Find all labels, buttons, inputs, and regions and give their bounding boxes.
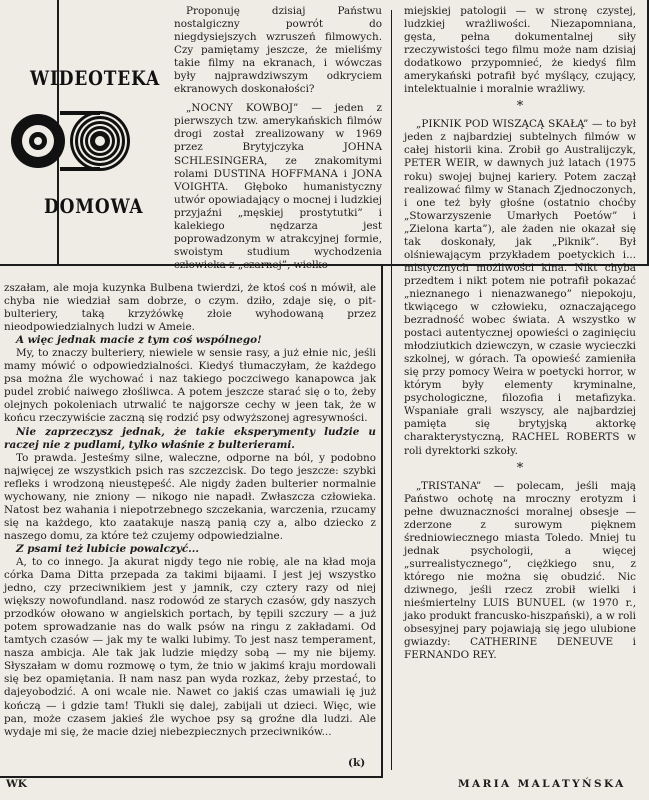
section-separator: * xyxy=(516,99,524,115)
interview-paragraph: zszałam, ale moja kuzynka Bulbena twierdzi, że ktoś coś n mówił, ale chyba nie wiedział sam dobrze, o czym. dziło, zdaje się, o pit-bulteriery, taką krzyżówkę złoie wyhodowaną przez nieodpowiedzialnych ludzi w Ameie. xyxy=(4,282,376,334)
logo-title-bottom: DOMOWA xyxy=(44,194,144,218)
intro-column xyxy=(174,5,382,272)
interview-paragraph: My, to znaczy bulteriery, niewiele w sensie rasy, a już ełnie nic, jeśli mamy mówić o odpowiedzialności. Kiedyś tłumaczyłam, że każdego psa można źle wychować i naz takiego poczciwego kanapowca jak pudel zrobić naiwego złośliwca. A potem jeszcze starać się o to, żeby olejnych pokoleniach utrwalić te najgorsze cechy w jeen tak, że w końcu rzeczywiście zaczną się rodzić psy odwyższonej agresywności. xyxy=(4,347,376,425)
film-reel-icon xyxy=(10,96,138,186)
interview-question: A więc jednak macie z tym coś wspólnego! xyxy=(16,334,262,347)
tristana-paragraph: „TRISTANA” — polecam, jeśli mają Państwo ochotę na mroczny erotyzm i pełne dwuznaczności moralnej obsesje — zderzone z surowym pięknem średniowiecznego miasta Toledo. Mniej tu jednak psychologii, a więcej „surrealistycznego”, ciężkiego snu, z którego nie można się obudzić. Nic dziwnego, jeśli rzecz zrobił wielki i nieśmiertelny LUIS BUNUEL (w 1970 r., jako produkt francusko-hiszpański), a w roli obsesyjnej pary pojawiają się jego ulubione gwiazdy: CATHERINE DENEUVE i FERNANDO REY. xyxy=(404,479,636,662)
intro-paragraph: Proponuję dzisiaj Państwu nostalgiczny powrót do niegdysiejszych wzruszeń filmowych. Czy pamiętamy jeszcze, że mieliśmy takie filmy na ekranach, i wówczas były najprawdziwszym odkryciem ekranowych doskonałości? xyxy=(174,5,382,96)
nocny-kowboj-continued: miejskiej patologii — w stronę czystej, ludzkiej wrażliwości. Niezapomniana, gęsta, pełna dokumentalnej siły rzeczywistości tego filmu może nam dzisiaj dodatkowo przypomnieć, że kiedyś film amerykański potrafił być myślący, czujący, intelektualnie i moralnie wrażliwy. xyxy=(404,5,636,96)
logo-title-top: WIDEOTEKA xyxy=(30,66,161,90)
nocny-kowboj-paragraph: „NOCNY KOWBOJ” — jeden z pierwszych tzw. amerykańskich filmów drogi został zrealizowany w 1969 przez Brytyjczyka JOHNA SCHLESINGERA, ze znakomitymi rolami DUSTINA HOFFMANA i JONA VOIGHTA. Głęboko humanistyczny utwór opowiadający o mocnej i ludzkiej przyjaźni „męskiej prostytutki” i kalekiego nędzarza jest poprowadzonym w atrakcyjnej formie, swoistym studium wychodzenia człowieka z „czarnej”, wielko- xyxy=(174,102,382,271)
interview-question: Nie zaprzeczysz jednak, że takie eksperymenty ludzie u raczej nie z pudlami, tylko właśnie z bulterierami. xyxy=(4,425,376,451)
piknik-paragraph: „PIKNIK POD WISZĄCĄ SKAŁĄ” — to był jeden z najbardziej subtelnych filmów w całej historii kina. Zrobił go Australijczyk, PETER WEIR, w dawnych już latach (1975 roku) swojej bujnej kariery. Potem zaczął realizować filmy w Stanach Zjednoczonych, i one też były głośne (ostatnio choćby „Stowarzyszenie Umarłych Poetów” i „Zielona karta”), ale żaden nie okazał się tak doskonały, jak „Piknik”. Był olśniewającym przykładem poetyckich i... mistycznych możliwości kina. Nikt chyba przedtem i nikt potem nie potrafił pokazać „nieznanego i nienazwanego” niepokoju, tkwiącego w człowieku, oznaczającego bezradność wobec świata. A wszystko w postaci autentycznej opowieści o zaginięciu młodziutkich dziewczyn, w czasie wycieczki szkolnej, w górach. Ta opowieść zamieniła się przy pomocy Weira w poetycki horror, w którym były elementy kryminalne, psychologiczne, filozofia i metafizyka. Wspaniałe grali wszyscy, ale najbardziej pamięta się brytyjską aktorkę charakterystyczną, RACHEL ROBERTS w roli dyrektorki szkoły. xyxy=(404,118,636,457)
author-name: MARIA MALATYŃSKA xyxy=(458,778,626,790)
right-column xyxy=(404,5,636,662)
section-separator: * xyxy=(516,460,524,476)
interview-question: Z psami też lubicie powalczyć... xyxy=(16,542,200,555)
left-column xyxy=(4,282,376,739)
interview-paragraph: A, to co innego. Ja akurat nigdy tego nie robię, ale na kład moja córka Dama Ditta przepada za takimi bijaami. I jest jej wszystko jedno, czy przeciwnikiem jest y jamnik, czy cztery razy od niej większy nowofundland. nasz rodowód ze starych czasów, gdy naszych przodków ołowano w angielskich portach, by tępili szczury — a już potem sprowadzanie nas do walk psów na ringu z zakładami. Od tamtych czasów — jak my te walki lubimy. To jest nasz temperament, nasza ambicja. Ale tak jak ludzie między sobą — my nie bijemy. Słyszałam w domu rozmowę o tym, że tnio w jakimś kraju mordowali się bez opamiętania. Ił nam nasz pan wyda rozkaz, żeby przestać, to dajeyobodzić. A oni wcale nie. Nawet co jakiś czas umawiali ię już kończą — i gdzie tam! Tłukli się dalej, zabijali ut dzieci. Więc, wie pan, może czasem jakieś źle wychoe psy są groźne dla ludzi. Ale wydaje mi się, że macie dziej niebezpiecznych przeciwników... xyxy=(4,555,376,738)
interview-paragraph: To prawda. Jesteśmy silne, waleczne, odporne na ból, y podobno najwięcej ze wszystkich psich ras szczezcisk. Do tego jeszcze: szybki refleks i wrodzoną nieustępeść. Ale nigdy żaden bulterier normalnie wychowany, nie zniony — nikogo nie napadł. Zwłaszcza człowieka. Natost bez wahania i niepotrzebnego szczekania, warczenia, rzucamy się na każdego, kto zaatakuje naszą panią czy a, albo dziecko z naszego domu, za które też czujemy odpowiedzialne. xyxy=(4,451,376,542)
column-divider xyxy=(391,10,392,770)
signature-k: (k) xyxy=(348,757,366,769)
footer-left: WK xyxy=(6,778,27,790)
